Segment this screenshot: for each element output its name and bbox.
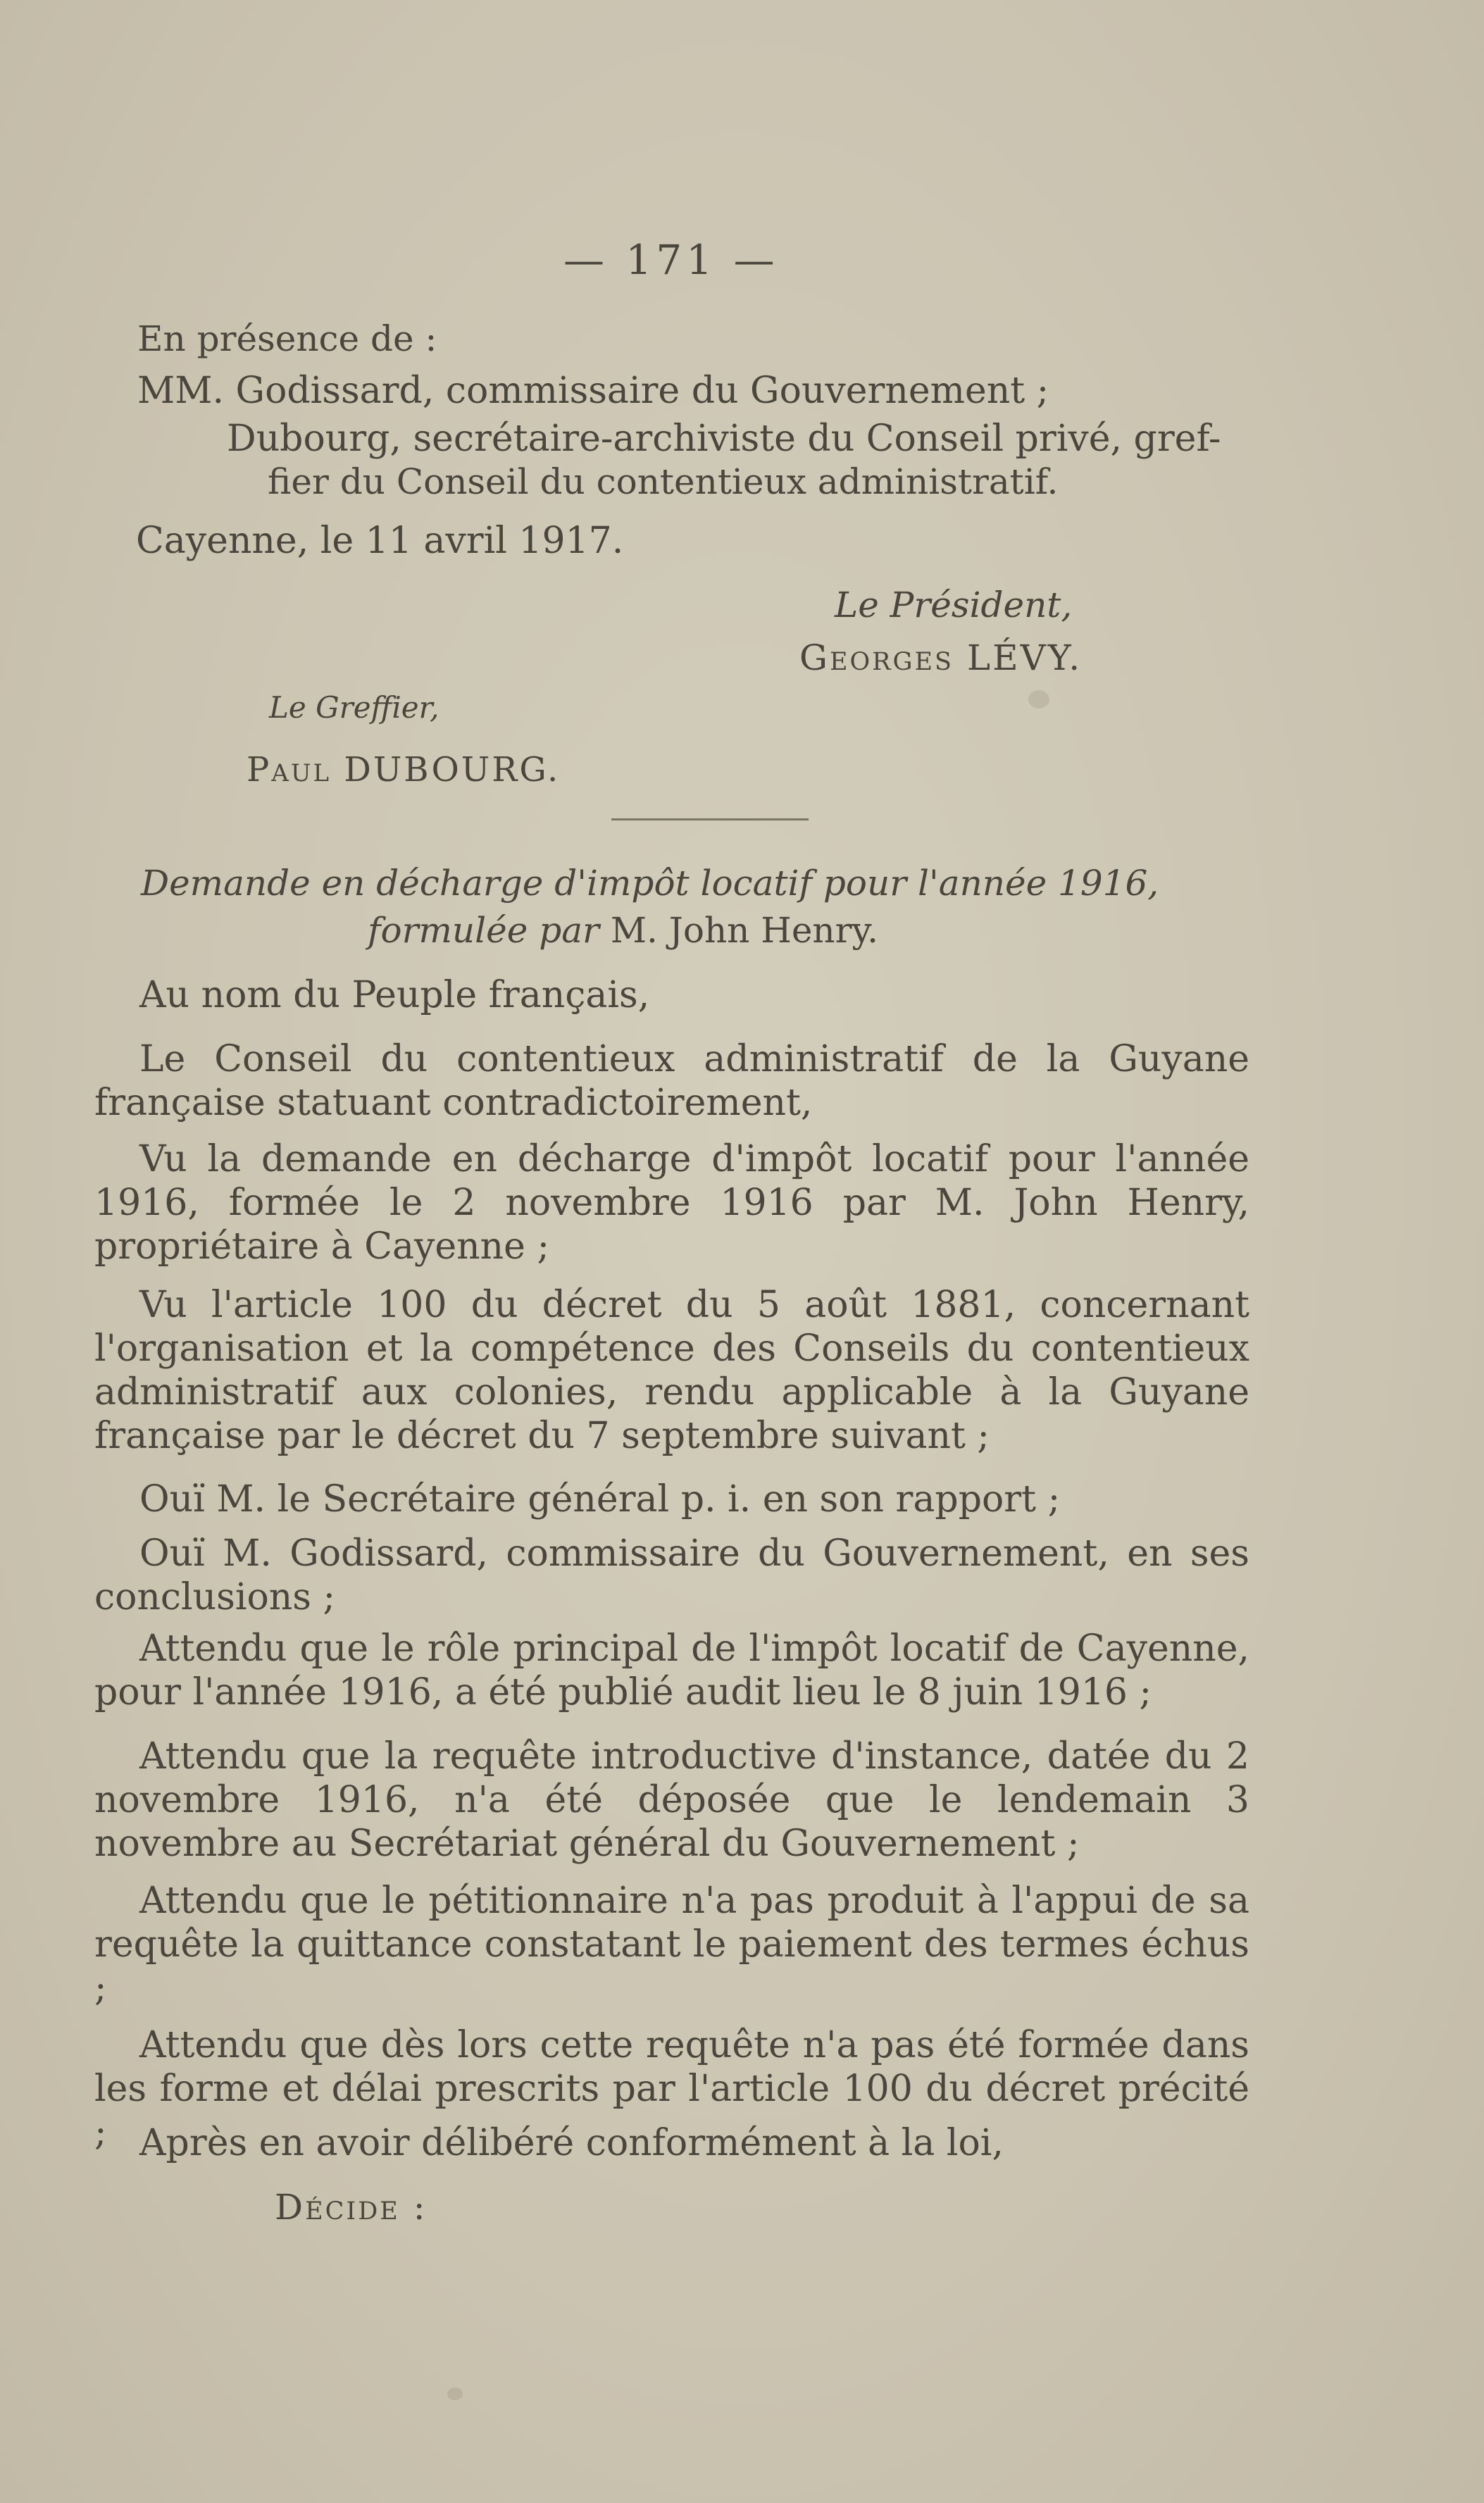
presence-line-2: Dubourg, secrétaire-archiviste du Conseil privé, gref-: [227, 418, 1221, 460]
decide-heading: Décide :: [275, 2187, 428, 2228]
paragraph-6: Ouï M. Godissard, commissaire du Gouvernement, en ses conclusions ;: [94, 1533, 1249, 1618]
page-number: — 171 —: [563, 236, 779, 284]
paper-stain: [1028, 690, 1049, 709]
presence-intro: En présence de :: [137, 318, 437, 359]
paragraph-8: Attendu que la requête introductive d'instance, datée du 2 novembre 1916, n'a été déposée que le lendemain 3 novembre au Secrétariat général du Gouvernement ;: [94, 1735, 1249, 1865]
date-line: Cayenne, le 11 avril 1917.: [136, 520, 624, 562]
greffier-title: Le Greffier,: [269, 690, 439, 725]
paragraph-3: Vu la demande en décharge d'impôt locatif pour l'année 1916, formée le 2 novembre 1916 par M. John Henry, propriétaire à Cayenne ;: [94, 1138, 1249, 1268]
presence-line-1: MM. Godissard, commissaire du Gouvernement ;: [137, 370, 1049, 412]
section-divider: [611, 818, 809, 820]
heading-prefix: formulée par: [368, 910, 599, 951]
president-title: Le Président,: [835, 585, 1073, 625]
heading-line-1: Demande en décharge d'impôt locatif pour l'année 1916,: [141, 863, 1159, 904]
presence-line-3: fier du Conseil du contentieux administratif.: [268, 461, 1059, 502]
paragraph-4: Vu l'article 100 du décret du 5 août 1881, concernant l'organisation et la compétence des Conseils du contentieux administratif aux colonies, rendu applicable à la Guyane française par le décret du 7 septembre suivant ;: [94, 1284, 1249, 1457]
paragraph-7: Attendu que le rôle principal de l'impôt locatif de Cayenne, pour l'année 1916, a été publié audit lieu le 8 juin 1916 ;: [94, 1628, 1249, 1714]
paragraph-11: Après en avoir délibéré conformément à la loi,: [139, 2122, 1004, 2164]
paragraph-10: Attendu que dès lors cette requête n'a pas été formée dans les forme et délai prescrits par l'article 100 du décret précité ;: [94, 2024, 1249, 2154]
paragraph-1: Au nom du Peuple français,: [139, 974, 650, 1016]
paragraph-5: Ouï M. le Secrétaire général p. i. en son rapport ;: [139, 1478, 1061, 1521]
president-name: Georges LÉVY.: [799, 637, 1083, 678]
heading-name: M. John Henry.: [610, 910, 879, 951]
paper-stain: [447, 2387, 463, 2400]
paragraph-9: Attendu que le pétitionnaire n'a pas produit à l'appui de sa requête la quittance constatant le paiement des termes échus ;: [94, 1880, 1249, 2009]
greffier-name: Paul DUBOURG.: [247, 750, 561, 789]
heading-line-2: [368, 910, 878, 951]
paragraph-2: Le Conseil du contentieux administratif de la Guyane française statuant contradictoirement,: [94, 1038, 1249, 1124]
